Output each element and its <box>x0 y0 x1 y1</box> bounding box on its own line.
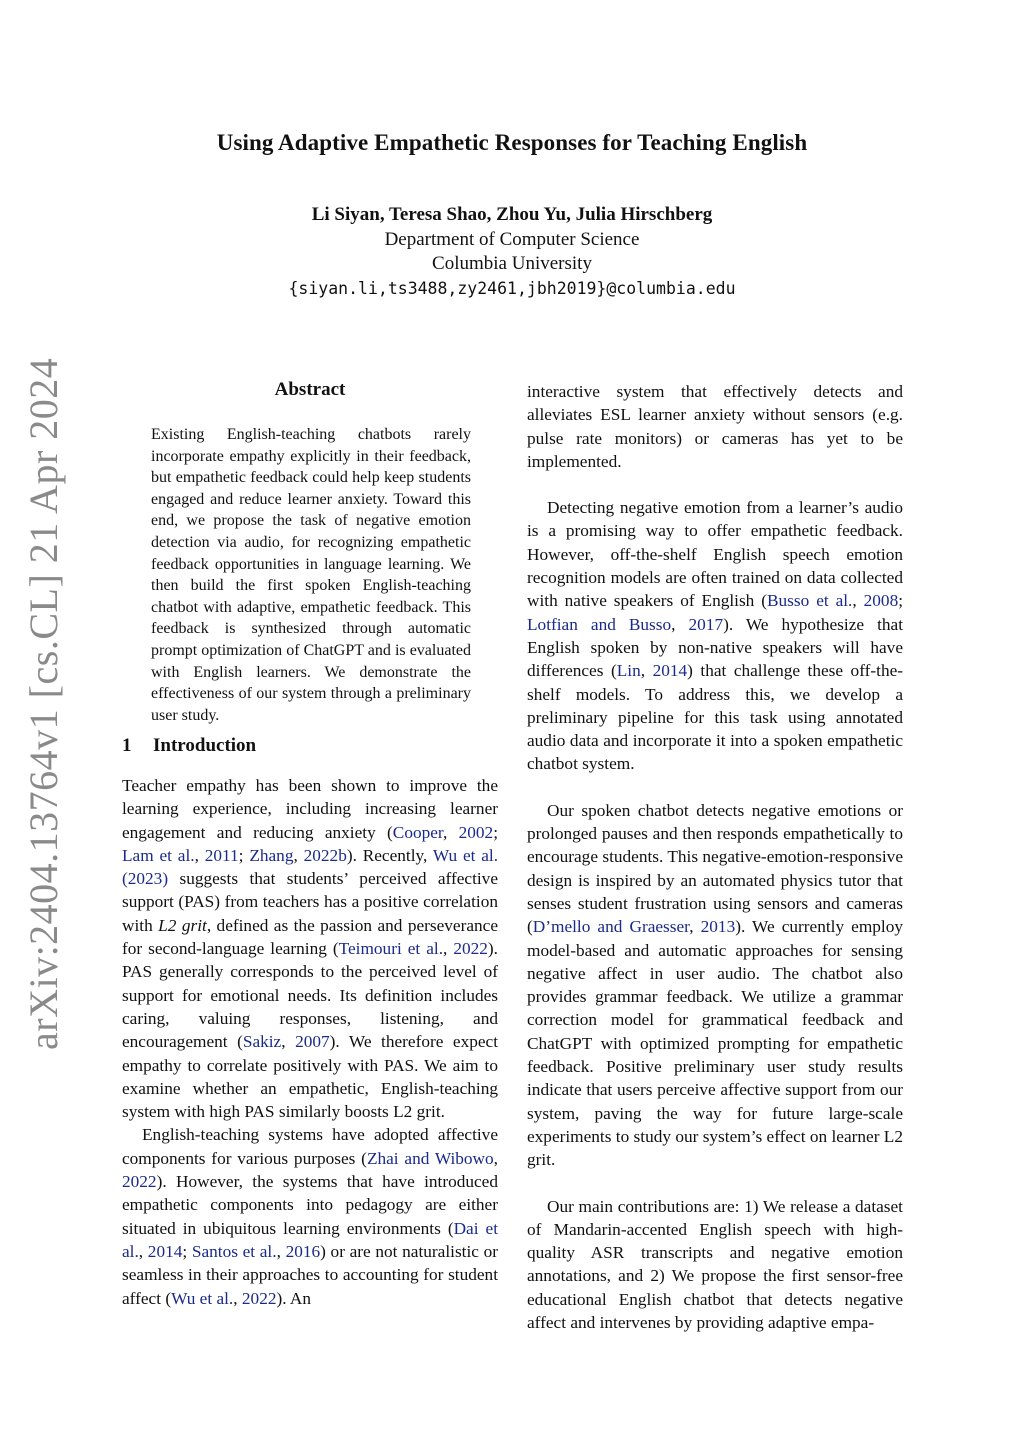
section-title: Introduction <box>153 735 257 756</box>
citation-link[interactable]: D’mello and Graesser <box>532 917 690 937</box>
citation-link[interactable]: Cooper <box>392 822 443 842</box>
citation-link[interactable]: Zhang <box>249 845 294 865</box>
citation-link[interactable]: 2016 <box>285 1241 321 1261</box>
left-column <box>122 774 498 1310</box>
university: Columbia University <box>432 253 592 274</box>
citation-link[interactable]: 2022 <box>122 1172 157 1192</box>
citation-link[interactable]: Sakiz <box>242 1032 282 1052</box>
intro-paragraph-3: interactive system that effectively detects and alleviates ESL learner anxiety without sensors (e.g. pulse rate monitors) or cameras has yet to be implemented. <box>527 382 903 471</box>
author-list: Li Siyan, Teresa Shao, Zhou Yu, Julia Hirschberg <box>311 204 713 225</box>
abstract-heading: Abstract <box>274 379 346 400</box>
citation-link[interactable]: Teimouri et al. <box>338 939 444 959</box>
citation-link[interactable]: 2022b <box>303 845 347 865</box>
intro-paragraph-6: Our main contributions are: 1) We release a dataset of Mandarin-accented English speech with high-quality ASR transcripts and negative emotion annotations, and 2) We propose the first sensor-free educational English chatbot that detects negative affect and intervenes by providing adaptive empa- <box>527 1196 903 1332</box>
citation-link[interactable]: 2002 <box>458 822 494 842</box>
section-number: 1 <box>122 735 132 756</box>
citation-link[interactable]: 2022 <box>241 1288 277 1308</box>
citation-link[interactable]: Wu et al. (2023) <box>122 845 499 889</box>
citation-link[interactable]: Lam et al. <box>122 845 195 865</box>
abstract-text: Existing English-teaching chatbots rarely incorporate empathy explicitly in their feedback, but empathetic feedback could help keep students engaged and reduce learner anxiety. Toward this end, we propose the task of negative emotion detection via audio, for recognizing empathetic feedback opportunities in language learning. We then build the first spoken English-teaching chatbot with adaptive, empathetic feedback. This feedback is synthesized through automatic prompt optimization of ChatGPT and is evaluated with English learners. We demonstrate the effectiveness of our system through a preliminary user study. <box>151 426 471 724</box>
arxiv-identifier[interactable]: arXiv:2404.13764v1 [cs.CL] 21 Apr 2024 <box>21 357 66 1050</box>
citation-link[interactable]: 2022 <box>453 939 488 959</box>
term-l2-grit: L2 grit <box>158 915 207 935</box>
department: Department of Computer Science <box>384 229 640 250</box>
intro-paragraph-2: English-teaching systems have adopted affective components for various purposes (Zhai and Wibowo, 2022). However, the systems that have introduced empathetic components into pedagogy are either situated in ubiquitous learning environments (Dai et al., 2014; Santos et al., 2016) or are not naturalistic or seamless in their approaches to accounting for student affect (Wu et al., 2022). An <box>122 1125 499 1308</box>
citation-link[interactable]: Zhai and Wibowo <box>366 1148 494 1168</box>
citation-link[interactable]: Dai et al. <box>122 1218 498 1261</box>
citation-link[interactable]: 2011 <box>204 845 239 865</box>
citation-link[interactable]: 2014 <box>652 661 688 681</box>
intro-paragraph-4: Detecting negative emotion from a learner’s audio is a promising way to offer empathetic feedback. However, off-the-shelf English speech emotion recognition models are often trained on data collected with native speakers of English (Busso et al., 2008; Lotfian and Busso, 2017). We hypothesize that English spoken by non-native speakers will have differences (Lin, 2014) that challenge these off-the-shelf models. To address this, we develop a preliminary pipeline for this task using annotated audio data and incorporate it into a spoken empathetic chatbot system. <box>527 498 904 774</box>
paper-title: Using Adaptive Empathetic Responses for Teaching English <box>216 130 808 155</box>
citation-link[interactable]: 2013 <box>700 917 736 937</box>
citation-link[interactable]: 2014 <box>147 1241 183 1261</box>
citation-link[interactable]: Lin <box>616 661 641 681</box>
citation-link[interactable]: Wu et al. <box>171 1288 234 1308</box>
intro-paragraph-5: Our spoken chatbot detects negative emotions or prolonged pauses and then responds empathetically to encourage students. This negative-emotion-responsive design is inspired by an automated physics tutor that senses student frustration using sensors and cameras (D’mello and Graesser, 2013). We currently employ model-based and automatic approaches for sensing negative affect in user audio. The chatbot also provides grammar feedback. We utilize a grammar correction model for grammatical feedback and ChatGPT with optimized prompting for empathetic feedback. Positive preliminary user study results indicate that users perceive affective support from our system, paving the way for future large-scale experiments to study our system’s effect on learner L2 grit. <box>527 800 904 1170</box>
intro-paragraph-1: Teacher empathy has been shown to improve the learning experience, including increasing learner engagement and reducing anxiety (Cooper, 2002; Lam et al., 2011; Zhang, 2022b). Recently, Wu et al. (2023) suggests that students’ perceived affective support (PAS) from teachers has a positive correlation with L2 grit, defined as the passion and perseverance for second-language learning (Teimouri et al., 2022). PAS generally corresponds to the perceived level of support for emotional needs. Its definition includes caring, valuing responses, listening, and encouragement (Sakiz, 2007). We therefore expect empathy to correlate positively with PAS. We aim to examine whether an empathetic, English-teaching system with high PAS similarly boosts L2 grit. <box>122 776 499 1122</box>
citation-link[interactable]: 2008 <box>863 591 899 611</box>
citation-link[interactable]: Santos et al. <box>191 1241 277 1261</box>
right-column <box>527 380 903 1334</box>
citation-link[interactable]: Busso et al. <box>767 591 853 611</box>
citation-link[interactable]: Lotfian and Busso <box>527 614 672 634</box>
section-heading-introduction <box>122 735 256 757</box>
citation-link[interactable]: 2007 <box>295 1032 330 1052</box>
author-emails: {siyan.li,ts3488,zy2461,jbh2019}@columbia.edu <box>288 279 736 298</box>
citation-link[interactable]: 2017 <box>688 614 724 634</box>
